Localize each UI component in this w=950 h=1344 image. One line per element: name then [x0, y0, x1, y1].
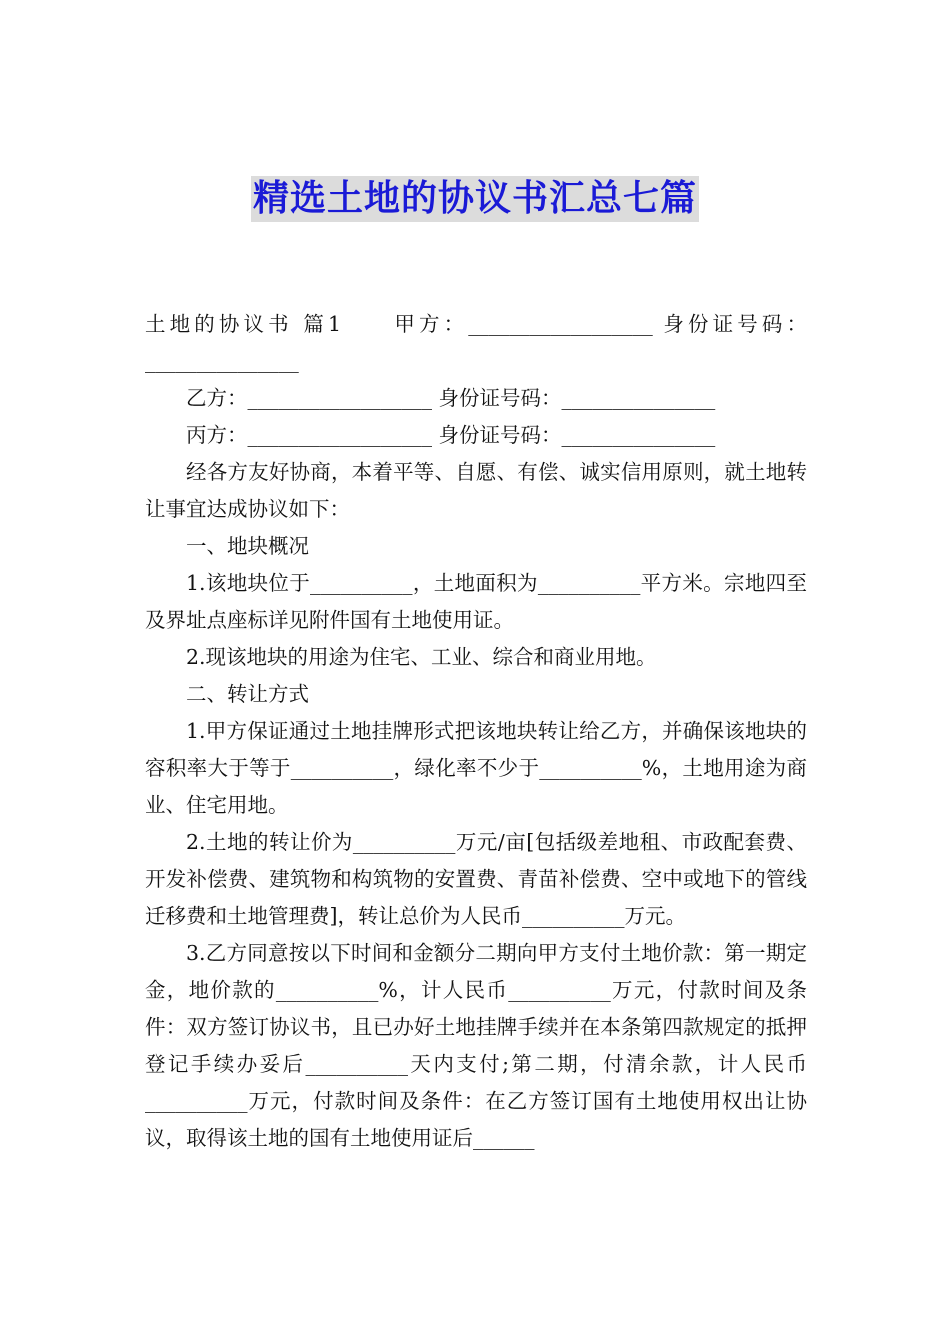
paragraph-item: 2.土地的转让价为__________万元/亩[包括级差地租、市政配套费、开发补偿费、建筑物和构筑物的安置费、青苗补偿费、空中或地下的管线迁移费和土地管理费]，转让总价为人民币__________万元。	[145, 830, 807, 928]
paragraph-preamble: 经各方友好协商，本着平等、自愿、有偿、诚实信用原则，就土地转让事宜达成协议如下：	[145, 460, 807, 521]
paragraph-header: 土地的协议书 篇1 甲方：__________________ 身份证号码：_______________	[145, 312, 807, 373]
paragraph-party-b: 乙方：__________________ 身份证号码：_______________	[186, 386, 716, 410]
document-title: 精选土地的协议书汇总七篇	[251, 176, 699, 222]
section-heading-2: 二、转让方式	[186, 682, 309, 706]
paragraph-item: 1.甲方保证通过土地挂牌形式把该地块转让给乙方，并确保该地块的容积率大于等于__________，绿化率不少于__________%，土地用途为商业、住宅用地。	[145, 719, 807, 817]
title-container	[0, 176, 950, 222]
paragraph-item: 1.该地块位于__________，土地面积为__________平方米。宗地四至及界址点座标详见附件国有土地使用证。	[145, 571, 807, 632]
paragraph-item: 2.现该地块的用途为住宅、工业、综合和商业用地。	[186, 645, 657, 669]
paragraph-party-c: 丙方：__________________ 身份证号码：_______________	[186, 423, 716, 447]
section-heading-1: 一、地块概况	[186, 534, 309, 558]
document-body	[145, 306, 807, 1157]
paragraph-item: 3.乙方同意按以下时间和金额分二期向甲方支付土地价款：第一期定金，地价款的__________%，计人民币__________万元，付款时间及条件：双方签订协议书，且已办好土地挂牌手续并在本条第四款规定的抵押登记手续办妥后__________天内支付;第二期，付清余款，计人民币__________万元，付款时间及条件：在乙方签订国有土地使用权出让协议，取得该土地的国有土地使用证后______	[145, 941, 807, 1150]
